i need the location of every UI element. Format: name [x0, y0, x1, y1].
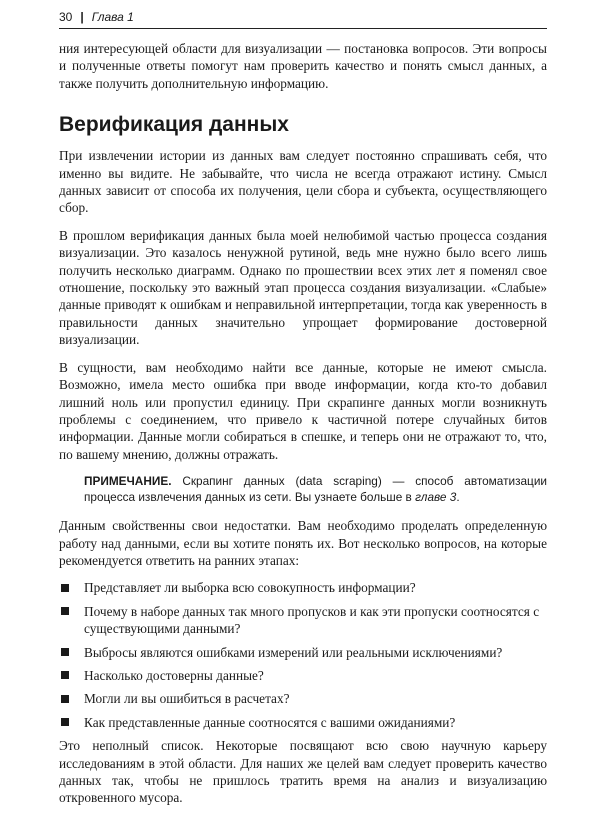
square-bullet-icon — [61, 718, 69, 726]
square-bullet-icon — [61, 607, 69, 615]
question-text: Представляет ли выборка всю совокупность информации? — [84, 580, 416, 596]
list-item — [59, 644, 547, 661]
square-bullet-icon — [61, 695, 69, 703]
square-bullet-icon — [61, 648, 69, 656]
list-item — [59, 667, 547, 684]
paragraph: В сущности, вам необходимо найти все данные, которые не имеют смысла. Возможно, имела место ошибка при вводе информации, когда кто-то добавил лишний ноль или пропустил единицу. При скрапинге данных могли возникнуть проблемы с соединением, что привело к частичной потере случайных битов информации. Данные могли собираться в спешке, и теперь они не отражают то, что, по вашему мнению, должны отражать. — [59, 359, 547, 462]
running-header — [59, 10, 547, 29]
questions-list — [59, 579, 547, 731]
paragraph: В прошлом верификация данных была моей нелюбимой частью процесса создания визуализации. Это казалось ненужной рутиной, ведь мне нужно было всего лишь получить несколько диаграмм. Однако по прошествии всех этих лет я поменял свое отношение, поскольку это важный этап процесса создания визуализации. «Слабые» данные приводят к ошибкам и неправильной интерпретации, тогда как уверенность в правильности данных значительно упрощает формирование достоверной визуализации. — [59, 227, 547, 348]
list-intro: Данным свойственны свои недостатки. Вам необходимо проделать определенную работу над данными, если вы хотите понять их. Вот несколько вопросов, на которые рекомендуется ответить на ранних этапах: — [59, 518, 547, 568]
square-bullet-icon — [61, 584, 69, 592]
list-item — [59, 714, 547, 731]
list-item — [59, 690, 547, 707]
page-body — [59, 40, 547, 817]
chapter-label: Глава 1 — [91, 10, 134, 24]
square-bullet-icon — [61, 671, 69, 679]
closing-paragraph: Это неполный список. Некоторые посвящают всю свою научную карьеру исследованиям в этой области. Для наших же целей вам следует проверить качество данных так, чтобы не пришлось тратить время на анализ и визуализацию откровенного мусора. — [59, 738, 547, 806]
question-text: Выбросы являются ошибками измерений или реальными исключениями? — [84, 644, 503, 660]
question-text: Почему в наборе данных так много пропусков и как эти пропуски соотносятся с существующими данными? — [84, 603, 540, 637]
note-chapter-reference: главе 3 — [415, 490, 457, 505]
paragraph: При извлечении истории из данных вам следует постоянно спрашивать себя, что именно вы видите. Не забывайте, что числа не всегда отражают истину. Смысл данных зависит от способа их получения, цели сбора и субъекта, осуществляющего сбор. — [59, 148, 547, 216]
question-text: Насколько достоверны данные? — [84, 667, 264, 683]
list-item — [59, 603, 547, 638]
note-label: ПРИМЕЧАНИЕ. — [84, 474, 172, 489]
intro-paragraph: ния интересующей области для визуализации — постановка вопросов. Эти вопросы и полученные ответы помогут нам проверить качество и понять смысл данных, а также получить дополнительную информацию. — [59, 41, 547, 91]
page-number: 30 — [59, 10, 73, 24]
header-separator: | — [80, 10, 84, 24]
note-end: . — [456, 490, 460, 505]
note-text: Скрапинг данных (data scraping) — способ автоматизации процесса извлечения данных из сети. Вы узнаете больше в — [84, 474, 547, 505]
list-item — [59, 579, 547, 596]
question-text: Могли ли вы ошибиться в расчетах? — [84, 691, 290, 707]
note-block — [84, 473, 547, 505]
section-title: Верификация данных — [59, 113, 289, 137]
question-text: Как представленные данные соотносятся с вашими ожиданиями? — [84, 714, 456, 730]
